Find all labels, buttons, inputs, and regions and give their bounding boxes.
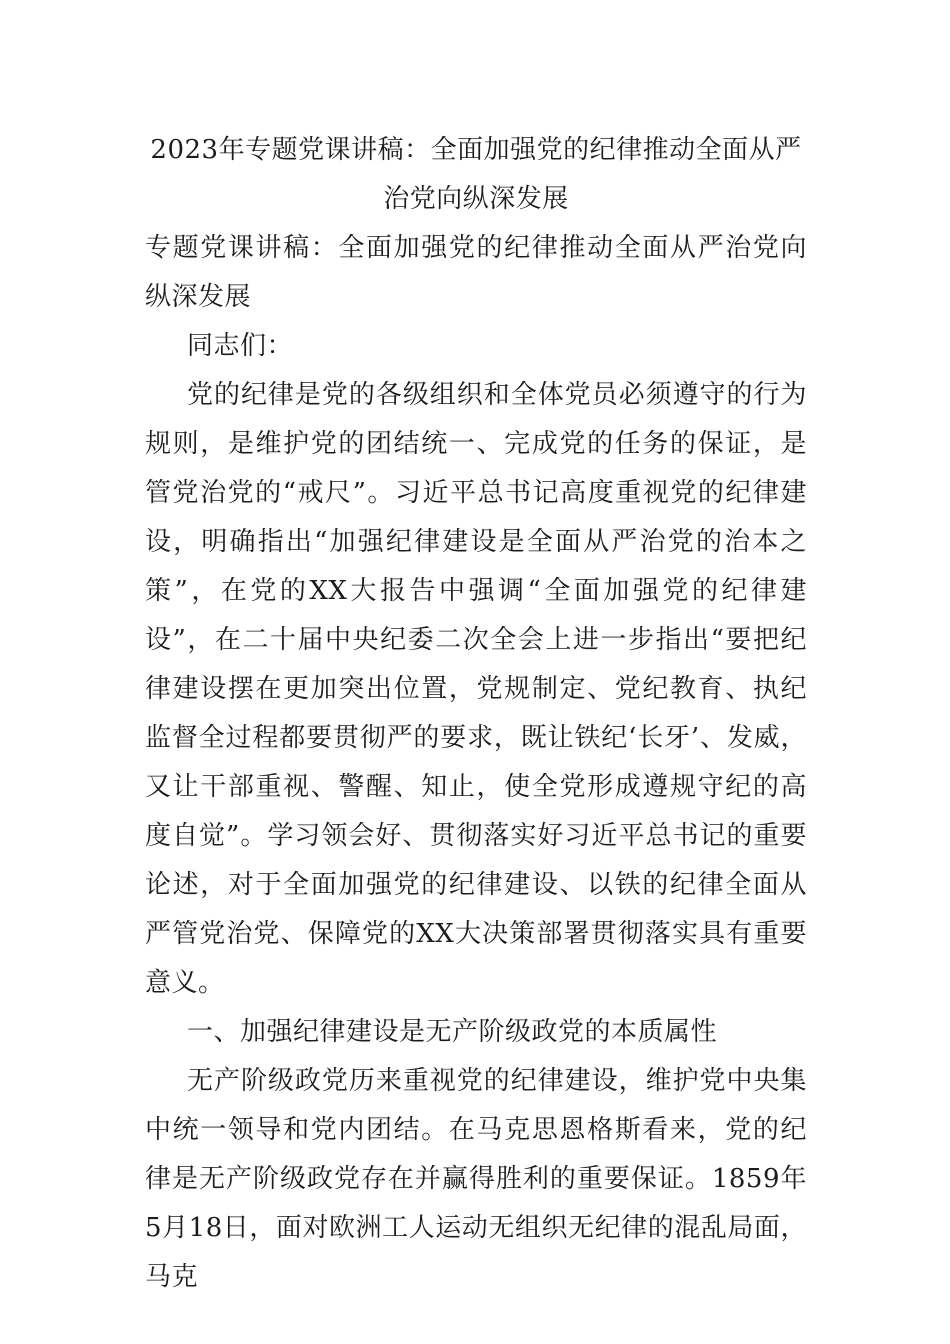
document-subtitle: 专题党课讲稿：全面加强党的纪律推动全面从严治党向纵深发展 (145, 233, 807, 312)
section-1-heading: 一、加强纪律建设是无产阶级政党的本质属性 (187, 1017, 718, 1047)
paragraph-1: 党的纪律是党的各级组织和全体党员必须遵守的行为规则，是维护党的团结统一、完成党的任务的保证，是管党治党的“戒尺”。习近平总书记高度重视党的纪律建设，明确指出“加强纪律建设是全面从严治党的治本之策”，在党的XX大报告中强调“全面加强党的纪律建设”，在二十届中央纪委二次全会上进一步指出“要把纪律建设摆在更加突出位置，党规制定、党纪教育、执纪监督全过程都要贯彻严的要求，既让铁纪‘长牙’、发威，又让干部重视、警醒、知止，使全党形成遵规守纪的高度自觉”。学习领会好、贯彻落实好习近平总书记的重要论述，对于全面加强党的纪律建设、以铁的纪律全面从严管党治党、保障党的XX大决策部署贯彻落实具有重要意义。 (145, 380, 807, 998)
document-title: 2023年专题党课讲稿：全面加强党的纪律推动全面从严治党向纵深发展 (150, 135, 802, 214)
greeting: 同志们： (187, 331, 294, 361)
paragraph-2: 无产阶级政党历来重视党的纪律建设，维护党中央集中统一领导和党内团结。在马克思恩格斯看来，党的纪律是无产阶级政党存在并赢得胜利的重要保证。1859年5月18日，面对欧洲工人运动无组织无纪律的混乱局面，马克 (145, 1066, 807, 1292)
document-page (145, 126, 807, 1302)
